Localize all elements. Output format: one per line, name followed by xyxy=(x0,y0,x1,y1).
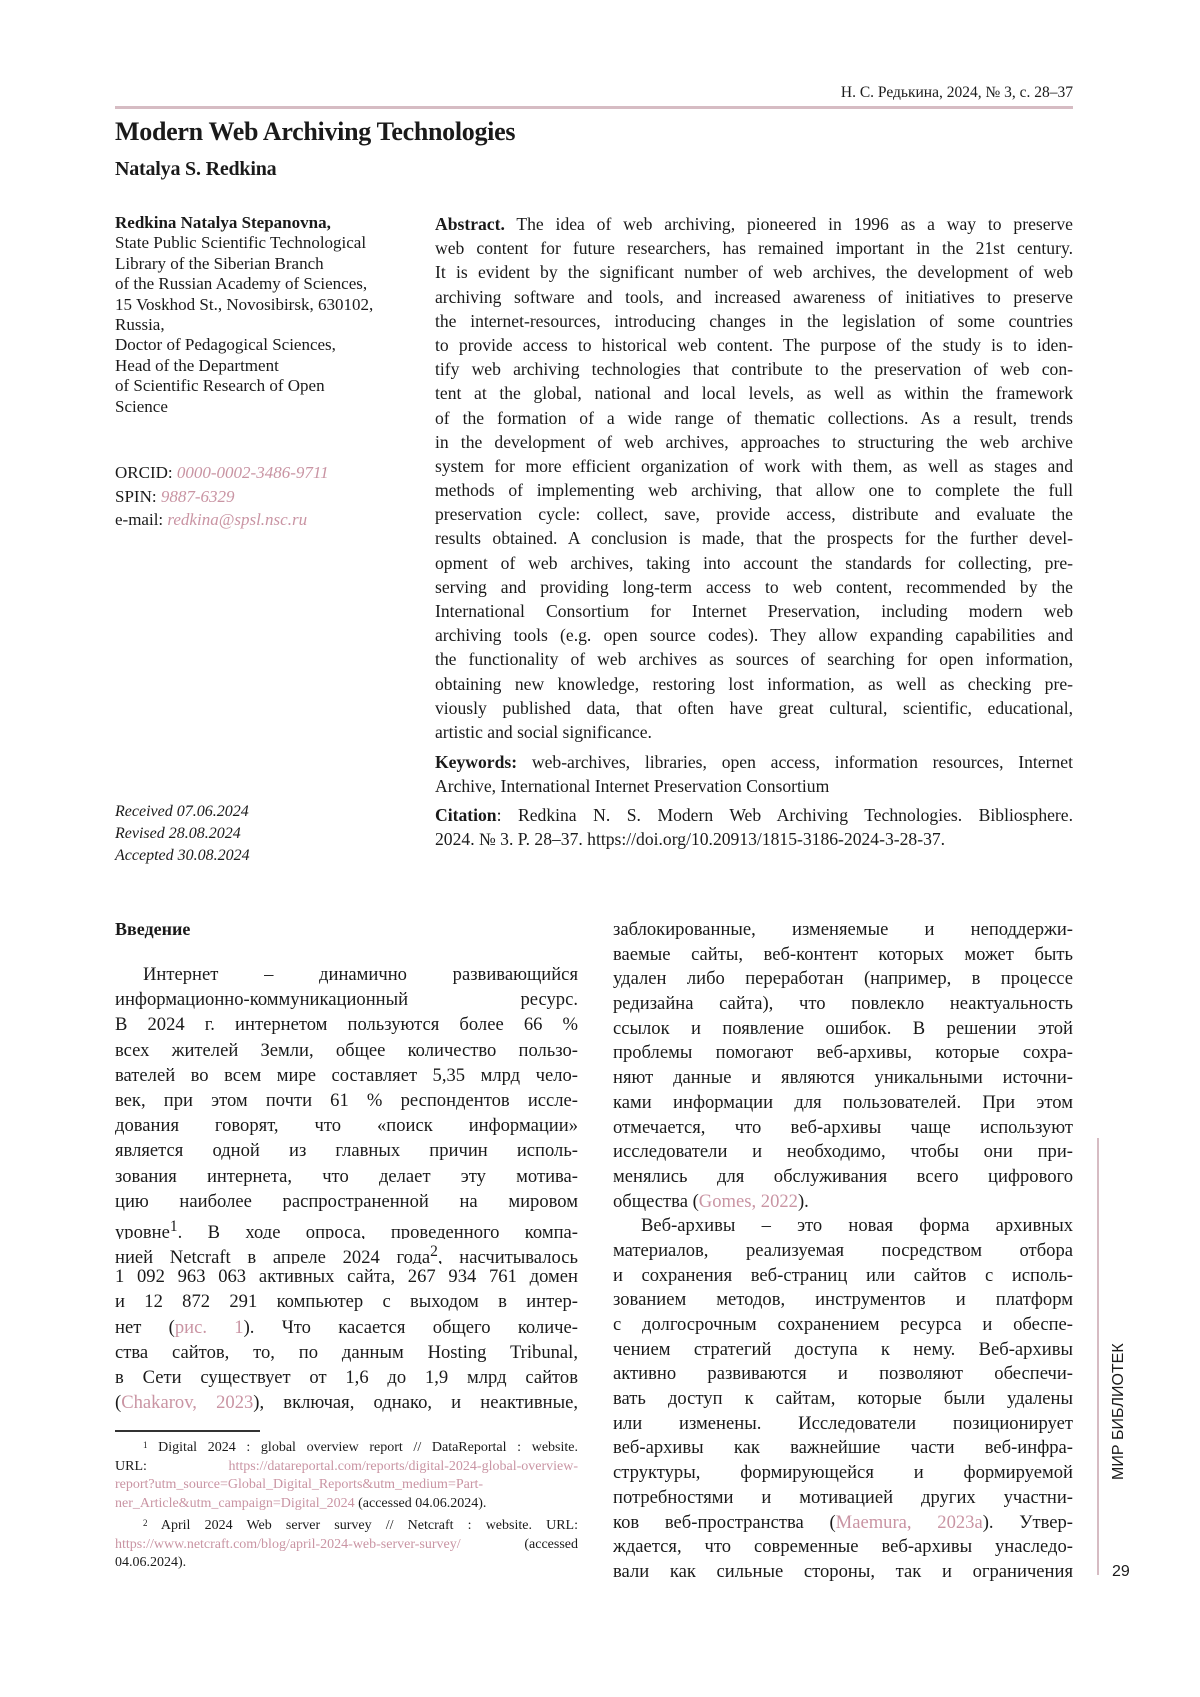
text-line xyxy=(115,1536,578,1555)
text-line xyxy=(613,1190,1073,1215)
text-line xyxy=(435,551,1073,575)
text-segment: всех жителей Земли, общее количество пользо- xyxy=(115,1040,578,1061)
reference-link[interactable]: рис. 1 xyxy=(175,1317,244,1338)
text-segment: цию наиболее распространенной на мировом xyxy=(115,1191,578,1212)
text-segment: зованием методов, инструментов и платформ xyxy=(613,1289,1073,1310)
text-segment: web content for future researchers, has remained important in the 21st century. xyxy=(435,238,1073,258)
text-line xyxy=(115,1189,578,1214)
text-segment: (accessed 04.06.2024). xyxy=(355,1496,487,1511)
accepted-date: Accepted 30.08.2024 xyxy=(115,845,250,867)
text-line xyxy=(613,943,1073,968)
text-segment: methods of implementing web archiving, that allow one to complete the full xyxy=(435,480,1073,500)
text-segment: April 2024 Web server survey // Netcraft : website. URL: xyxy=(148,1518,579,1533)
text-line xyxy=(115,1138,578,1163)
text-segment: менялись для обслуживания всего цифрового xyxy=(613,1166,1073,1187)
text-segment: ). xyxy=(798,1191,809,1212)
text-line xyxy=(613,1362,1073,1387)
text-segment: Archive, International Internet Preservation Consortium xyxy=(435,776,829,796)
text-segment: структуры, формирующейся и формируемой xyxy=(613,1462,1073,1483)
text-segment: ваемые сайты, веб-контент которых может быть xyxy=(613,944,1073,965)
text-line xyxy=(115,1214,578,1239)
text-segment: веб-архивы как важнейшие части веб-инфра- xyxy=(613,1437,1073,1458)
footnote-marker: 2 xyxy=(143,1518,148,1528)
text-line xyxy=(613,1116,1073,1141)
text-segment: to provide access to historical web content. The purpose of the study is to iden- xyxy=(435,335,1073,355)
body-column-right xyxy=(613,918,1073,1585)
text-segment: : Redkina N. S. Modern Web Archiving Technologies. Bibliosphere. xyxy=(497,805,1073,825)
page-number: 29 xyxy=(1112,1563,1130,1581)
keywords xyxy=(435,750,1073,798)
text-segment: web-archives, libraries, open access, information resources, Internet xyxy=(517,752,1073,772)
text-segment: Интернет – динамично развивающийся xyxy=(143,964,578,985)
orcid-link[interactable]: 0000-0002-3486-9711 xyxy=(177,463,329,482)
text-line xyxy=(435,236,1073,260)
text-segment: 2024. № 3. P. 28–37. https://doi.org/10.20913/1815-3186-2024-3-28-37. xyxy=(435,829,945,849)
received-date: Received 07.06.2024 xyxy=(115,801,250,823)
text-segment: потребностями и мотивацией других участни- xyxy=(613,1487,1073,1508)
text-line xyxy=(613,1264,1073,1289)
text-segment: ства сайтов, то, по данным Hosting Tribunal, xyxy=(115,1342,578,1363)
text-line xyxy=(435,260,1073,284)
text-segment: system for more efficient organization of work with them, as well as stages and xyxy=(435,456,1073,476)
text-segment: и 12 872 291 компьютер с выходом в интер- xyxy=(115,1291,578,1312)
affiliation-line: State Public Scientific Technological xyxy=(115,233,425,253)
text-line xyxy=(613,1535,1073,1560)
text-line xyxy=(115,1038,578,1063)
text-segment: удален либо переработан (например, в процессе xyxy=(613,968,1073,989)
revised-date: Revised 28.08.2024 xyxy=(115,823,250,845)
text-line xyxy=(613,1387,1073,1412)
text-segment: the internet-resources, introducing changes in the legislation of some countries xyxy=(435,311,1073,331)
reference-link[interactable]: Chakarov, 2023 xyxy=(121,1392,253,1413)
text-segment: archiving software and tools, and increased awareness of initiatives to preserve xyxy=(435,287,1073,307)
text-segment: вать доступ к сайтам, которые были удалены xyxy=(613,1388,1073,1409)
text-segment: obtaining new knowledge, restoring lost information, as well as checking pre- xyxy=(435,674,1073,694)
text-segment: in the development of web archives, approaches to structuring the web archive xyxy=(435,432,1073,452)
text-line xyxy=(435,478,1073,502)
text-line xyxy=(435,381,1073,405)
reference-link[interactable]: Maemura, 2023a xyxy=(836,1512,983,1533)
text-line xyxy=(435,430,1073,454)
text-line xyxy=(613,918,1073,943)
text-segment: век, при этом почти 61 % респондентов иссле- xyxy=(115,1090,578,1111)
text-line xyxy=(115,1495,578,1514)
text-segment: и сохранения веб-страниц или сайтов с исполь- xyxy=(613,1265,1073,1286)
text-segment: В 2024 г. интернетом пользуются более 66 % xyxy=(115,1014,578,1035)
spin-label: SPIN: xyxy=(115,487,161,506)
text-segment: ), включая, однако, и неактивные, xyxy=(253,1392,578,1413)
email-label: e-mail: xyxy=(115,510,167,529)
email-row xyxy=(115,508,329,532)
text-line xyxy=(115,1390,578,1415)
text-segment: the functionality of web archives as sources of searching for open information, xyxy=(435,649,1073,669)
text-line xyxy=(115,1340,578,1365)
text-line xyxy=(613,1313,1073,1338)
text-segment: исследователи и необходимо, чтобы они при- xyxy=(613,1141,1073,1162)
text-segment: редизайна сайта), что повлекло неактуальность xyxy=(613,993,1073,1014)
affiliation-line: Science xyxy=(115,397,425,417)
text-segment: Digital 2024 : global overview report // DataReportal : website. xyxy=(148,1440,579,1455)
text-segment: serving and providing long-term access to web content, recommended by the xyxy=(435,577,1073,597)
article-author: Natalya S. Redkina xyxy=(115,158,276,181)
text-line xyxy=(435,406,1073,430)
text-segment: ( xyxy=(115,1392,121,1413)
text-segment: нией Netcraft в апреле 2024 года xyxy=(115,1247,430,1264)
running-header: Н. С. Редькина, 2024, № 3, с. 28–37 xyxy=(600,84,1073,102)
text-line xyxy=(435,285,1073,309)
text-segment: ждается, что современные веб-архивы унаследо- xyxy=(613,1536,1073,1557)
affiliation-line: 15 Voskhod St., Novosibirsk, 630102, xyxy=(115,295,425,315)
reference-link[interactable]: https://www.netcraft.com/blog/april-2024-web-server-survey/ xyxy=(115,1537,461,1552)
email-link[interactable]: redkina@spsl.nsc.ru xyxy=(167,510,307,529)
text-segment: , насчитывалось xyxy=(438,1247,578,1264)
text-segment: уровне xyxy=(115,1222,170,1239)
text-segment: . В ходе опроса, проведенного компа- xyxy=(178,1222,578,1239)
text-line xyxy=(435,526,1073,550)
text-segment: results obtained. A conclusion is made, that the prospects for the further devel- xyxy=(435,528,1073,548)
reference-link[interactable]: https://datareportal.com/reports/digital-2024-global-overview- xyxy=(228,1459,578,1474)
text-line xyxy=(435,827,1073,851)
text-line xyxy=(613,1412,1073,1437)
text-line xyxy=(115,1289,578,1314)
affiliation-line: Library of the Siberian Branch xyxy=(115,254,425,274)
text-line xyxy=(115,1554,578,1573)
text-segment: archiving tools (e.g. open source codes). They allow expanding capabilities and xyxy=(435,625,1073,645)
reference-link[interactable]: ner_Article&utm_campaign=Digital_2024 xyxy=(115,1496,355,1511)
text-line xyxy=(435,599,1073,623)
text-line xyxy=(435,454,1073,478)
text-segment: 1 092 963 063 активных сайта, 267 934 761 домен xyxy=(115,1266,578,1287)
header-divider xyxy=(115,106,1073,109)
text-line xyxy=(115,1517,578,1536)
text-line xyxy=(435,502,1073,526)
text-line xyxy=(115,1012,578,1037)
text-segment: проблемы помогают веб-архивы, которые сохра- xyxy=(613,1042,1073,1063)
text-line xyxy=(435,720,1073,744)
text-segment: of the formation of a wide range of thematic collections. As a result, trends xyxy=(435,408,1073,428)
text-segment: opment of web archives, taking into account the standards for collecting, pre- xyxy=(435,553,1073,573)
text-line xyxy=(613,1436,1073,1461)
text-segment: общества ( xyxy=(613,1191,699,1212)
text-line xyxy=(435,333,1073,357)
text-segment: дования говорят, что «поиск информации» xyxy=(115,1115,578,1136)
affiliation-line: Russia, xyxy=(115,315,425,335)
text-segment: preservation cycle: collect, save, provide access, distribute and evaluate the xyxy=(435,504,1073,524)
text-segment: tify web archiving technologies that contribute to the preservation of web con- xyxy=(435,359,1073,379)
text-segment: tent at the global, national and local levels, as well as within the framework xyxy=(435,383,1073,403)
text-line xyxy=(613,1214,1073,1239)
text-line xyxy=(613,1338,1073,1363)
text-line xyxy=(435,623,1073,647)
text-segment: 04.06.2024). xyxy=(115,1555,186,1570)
text-line xyxy=(115,962,578,987)
affiliation-line: Head of the Department xyxy=(115,356,425,376)
text-segment: чением стратегий доступа к нему. Веб-архивы xyxy=(613,1339,1073,1360)
text-line xyxy=(613,1486,1073,1511)
footnote-1 xyxy=(115,1439,578,1513)
text-line xyxy=(115,1264,578,1289)
reference-link[interactable]: Gomes, 2022 xyxy=(699,1191,798,1212)
footnote-marker: 1 xyxy=(143,1440,148,1450)
abstract xyxy=(435,212,1073,744)
text-segment: Abstract. xyxy=(435,214,505,234)
text-line xyxy=(435,803,1073,827)
author-affiliation xyxy=(115,213,425,417)
side-divider xyxy=(1097,1138,1099,1575)
affiliation-line: Doctor of Pedagogical Sciences, xyxy=(115,335,425,355)
text-segment: Keywords: xyxy=(435,752,517,772)
spin-link[interactable]: 9887-6329 xyxy=(161,487,235,506)
text-line xyxy=(613,1461,1073,1486)
text-segment: URL: xyxy=(115,1459,228,1474)
text-segment: или изменены. Исследователи позиционирует xyxy=(613,1413,1073,1434)
text-segment: отмечается, что веб-архивы чаще используют xyxy=(613,1117,1073,1138)
text-line xyxy=(613,992,1073,1017)
text-segment: няют данные и являются уникальными источни- xyxy=(613,1067,1073,1088)
text-segment: в Сети существует от 1,6 до 1,9 млрд сайтов xyxy=(115,1367,578,1388)
text-line xyxy=(613,1066,1073,1091)
text-segment: материалов, реализуемая посредством отбора xyxy=(613,1240,1073,1261)
text-line xyxy=(435,672,1073,696)
article-dates xyxy=(115,801,250,867)
text-line xyxy=(435,774,1073,798)
text-line xyxy=(115,1239,578,1264)
text-segment: ссылок и появление ошибок. В решении этой xyxy=(613,1018,1073,1039)
text-segment: ками информации для пользователей. При этом xyxy=(613,1092,1073,1113)
reference-link[interactable]: report?utm_source=Global_Digital_Reports&utm_medium=Part- xyxy=(115,1477,483,1492)
text-line xyxy=(115,1365,578,1390)
text-line xyxy=(435,309,1073,333)
text-line xyxy=(115,1088,578,1113)
text-line xyxy=(435,575,1073,599)
affiliation-line: of the Russian Academy of Sciences, xyxy=(115,274,425,294)
text-segment: ков веб-пространства ( xyxy=(613,1512,836,1533)
text-line xyxy=(115,1063,578,1088)
text-line xyxy=(613,1041,1073,1066)
text-segment: Веб-архивы – это новая форма архивных xyxy=(641,1215,1073,1236)
text-line xyxy=(435,696,1073,720)
text-segment: International Consortium for Internet Preservation, including modern web xyxy=(435,601,1073,621)
text-segment: artistic and social significance. xyxy=(435,722,652,742)
text-line xyxy=(435,212,1073,236)
orcid-row xyxy=(115,461,329,485)
text-line xyxy=(613,1560,1073,1585)
author-full-name: Redkina Natalya Stepanovna, xyxy=(115,213,425,233)
footnote-marker: 2 xyxy=(430,1243,438,1260)
text-segment: It is evident by the significant number of web archives, the development of web xyxy=(435,262,1073,282)
text-line xyxy=(115,1164,578,1189)
article-title: Modern Web Archiving Technologies xyxy=(115,117,515,147)
text-line xyxy=(115,1315,578,1340)
text-segment: (accessed xyxy=(461,1537,578,1552)
text-line xyxy=(613,1288,1073,1313)
text-line xyxy=(115,1113,578,1138)
text-line xyxy=(613,967,1073,992)
affiliation-line: of Scientific Research of Open xyxy=(115,376,425,396)
text-segment: вали как сильные стороны, так и ограничения xyxy=(613,1561,1073,1582)
footnote-2 xyxy=(115,1517,578,1573)
text-line xyxy=(435,357,1073,381)
text-segment: ). Что касается общего количе- xyxy=(244,1317,578,1338)
text-line xyxy=(115,1439,578,1458)
text-line xyxy=(115,1458,578,1477)
orcid-label: ORCID: xyxy=(115,463,177,482)
journal-name: МИР БИБЛИОТЕК xyxy=(1110,1320,1128,1480)
text-segment: активно развиваются и позволяют обеспечи- xyxy=(613,1363,1073,1384)
author-identifiers xyxy=(115,461,329,532)
footnote-marker: 1 xyxy=(170,1218,178,1235)
text-line xyxy=(613,1091,1073,1116)
spin-row xyxy=(115,485,329,509)
text-line xyxy=(435,750,1073,774)
text-segment: вателей во всем мире составляет 5,35 млрд чело- xyxy=(115,1065,578,1086)
body-column-left xyxy=(115,962,578,1415)
text-segment: The idea of web archiving, pioneered in 1996 as a way to preserve xyxy=(505,214,1073,234)
text-segment: является одной из главных причин исполь- xyxy=(115,1140,578,1161)
text-line xyxy=(613,1511,1073,1536)
text-segment: с долгосрочным сохранением ресурса и обеспе- xyxy=(613,1314,1073,1335)
section-heading: Введение xyxy=(115,919,190,940)
text-line xyxy=(613,1165,1073,1190)
text-line xyxy=(435,647,1073,671)
text-segment: заблокированные, изменяемые и неподдержи- xyxy=(613,919,1073,940)
text-line xyxy=(115,987,578,1012)
text-segment: ). Утвер- xyxy=(983,1512,1073,1533)
text-line xyxy=(613,1140,1073,1165)
text-segment: информационно-коммуникационный ресурс. xyxy=(115,989,578,1010)
text-segment: зования интернета, что делает эту мотива- xyxy=(115,1166,578,1187)
text-line xyxy=(115,1476,578,1495)
text-line xyxy=(613,1017,1073,1042)
text-segment: Citation xyxy=(435,805,497,825)
citation xyxy=(435,803,1073,851)
text-segment: viously published data, that often have great cultural, scientific, educational, xyxy=(435,698,1073,718)
text-line xyxy=(613,1239,1073,1264)
text-segment: нет ( xyxy=(115,1317,175,1338)
footnote-divider xyxy=(115,1430,260,1432)
